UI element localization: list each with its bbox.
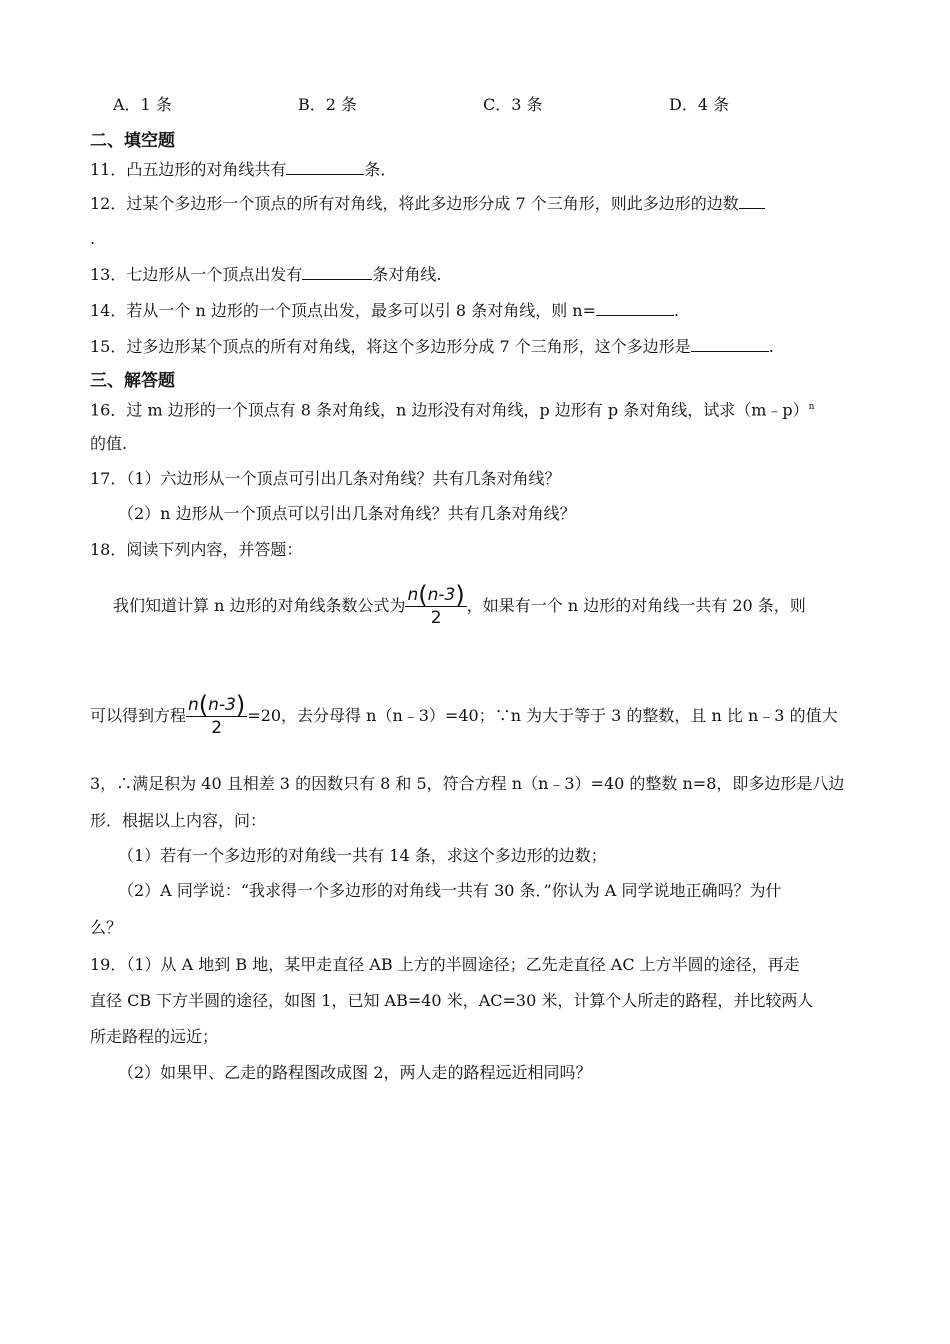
q16-exponent: n — [808, 402, 815, 412]
q12-text: 12．过某个多边形一个顶点的所有对角线，将此多边形分成 7 个三角形，则此多边形的边数 — [90, 194, 739, 213]
q16-text: 16．过 m 边形的一个顶点有 8 条对角线，n 边形没有对角线，p 边形有 p 条对角线，试求（m﹣p） — [90, 400, 809, 420]
section-title-solve: 三、解答题 — [90, 371, 175, 391]
question-19-line1: 19．（1）从 A 地到 B 地，某甲走直径 AB 上方的半圆途径；乙先走直径 AC 上方半圆的途径，再走 — [90, 955, 800, 974]
question-17-part1: 17．（1）六边形从一个顶点可引出几条对角线？共有几条对角线？ — [90, 469, 561, 488]
option-a: A．1 条 — [113, 95, 172, 114]
fraction-denominator: 2 — [430, 608, 442, 628]
q18-line1 — [113, 581, 806, 629]
question-19-part2: （2）如果甲、乙走的路程图改成图 2，两人走的路程远近相同吗？ — [118, 1063, 592, 1082]
q14-blank[interactable] — [596, 298, 674, 316]
q14-text: 14．若从一个 n 边形的一个顶点出发，最多可以引 8 条对角线，则 n= — [90, 301, 596, 320]
fraction-denominator: 2 — [211, 718, 223, 738]
q18-line2-pre: 可以得到方程 — [90, 706, 187, 725]
q15-text: 15．过多边形某个顶点的所有对角线，将这个多边形分成 7 个三角形，这个多边形是 — [90, 337, 691, 356]
q11-blank[interactable] — [286, 157, 364, 175]
q12-continuation: . — [90, 229, 96, 248]
fraction-numerator: n(n-3) — [188, 691, 246, 719]
q18-sub2-continuation: 么？ — [90, 918, 123, 937]
question-16 — [90, 396, 814, 421]
option-b: B．2 条 — [298, 95, 358, 114]
q11-end: 条． — [364, 160, 397, 179]
q16-continuation: 的值. — [90, 434, 128, 453]
equation-fraction — [186, 691, 247, 739]
q18-sub1: （1）若有一个多边形的对角线一共有 14 条，求这个多边形的边数； — [118, 846, 607, 865]
question-12 — [90, 191, 765, 215]
q18-line4: 形．根据以上内容，问： — [90, 811, 267, 830]
question-14 — [90, 298, 679, 322]
question-19-line2: 直径 CB 下方半圆的途径，如图 1，已知 AB=40 米，AC=30 米，计算个人所走的路程，并比较两人 — [90, 991, 814, 1010]
q15-blank[interactable] — [691, 334, 769, 352]
question-15 — [90, 334, 774, 358]
q14-end: . — [674, 301, 680, 320]
section-title-fill-blank: 二、填空题 — [90, 131, 175, 151]
q18-line2-post: =20，去分母得 n（n﹣3）=40；∵n 为大于等于 3 的整数，且 n 比 n﹣3 的值大 — [247, 706, 838, 725]
question-13 — [90, 262, 441, 286]
fraction-numerator: n(n-3) — [407, 581, 465, 609]
question-17-part2: （2）n 边形从一个顶点可以引出几条对角线？共有几条对角线？ — [118, 504, 576, 523]
q13-blank[interactable] — [302, 262, 372, 280]
diagonal-formula-fraction — [405, 581, 466, 629]
option-c: C．3 条 — [483, 95, 543, 114]
q13-end: 条对角线. — [372, 265, 442, 284]
q12-blank[interactable] — [739, 191, 765, 209]
q18-line1-post: ，如果有一个 n 边形的对角线一共有 20 条，则 — [466, 596, 806, 615]
question-19-line3: 所走路程的远近； — [90, 1027, 219, 1046]
q11-text: 11．凸五边形的对角线共有 — [90, 160, 287, 179]
option-d: D．4 条 — [669, 95, 730, 114]
question-18-intro: 18．阅读下列内容，并答题： — [90, 540, 303, 559]
q18-line2 — [90, 691, 838, 739]
q18-line1-pre: 我们知道计算 n 边形的对角线条数公式为 — [113, 596, 406, 615]
q13-text: 13．七边形从一个顶点出发有 — [90, 265, 303, 284]
q18-line3: 3，∴满足积为 40 且相差 3 的因数只有 8 和 5，符合方程 n（n﹣3）=40 的整数 n=8，即多边形是八边 — [90, 774, 845, 793]
question-11 — [90, 157, 396, 181]
q15-end: . — [768, 337, 774, 356]
q18-sub2: （2）A 同学说：“我求得一个多边形的对角线一共有 30 条．”你认为 A 同学说地正确吗？为什 — [118, 881, 782, 900]
